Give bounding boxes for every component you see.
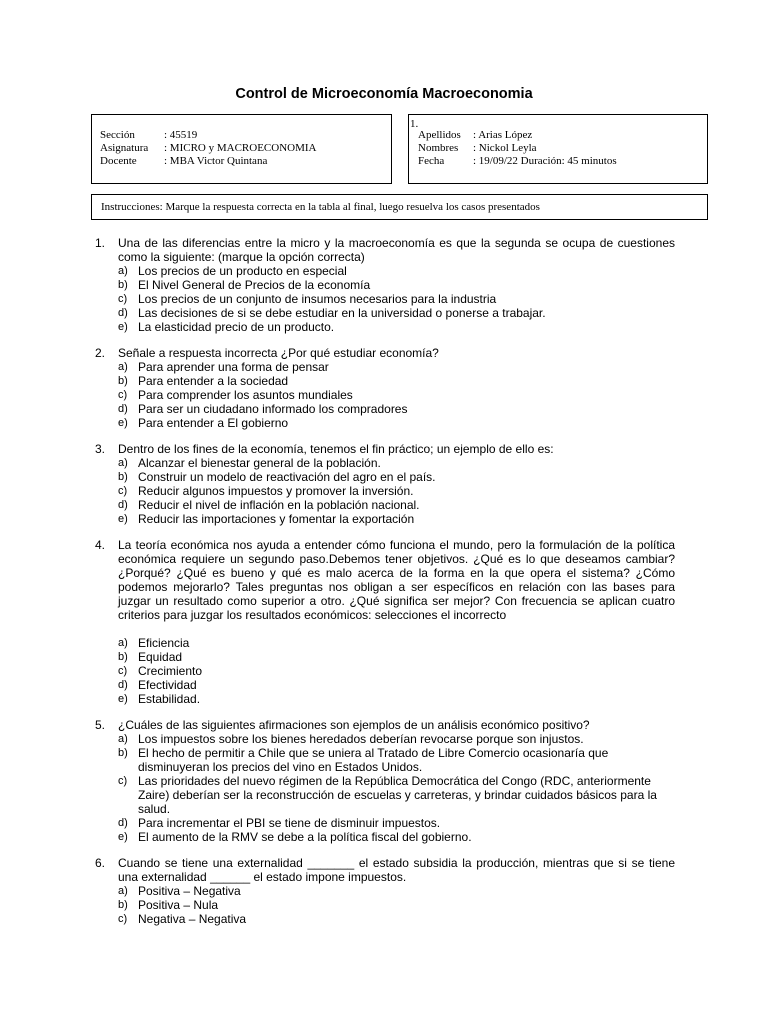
student-info-box: 1. Apellidos : Arias López Nombres : Nickol Leyla Fecha : 19/09/22 Duración: 45 minutos [408,114,708,184]
option-letter: d) [118,679,128,691]
answer-option[interactable] [118,306,675,320]
question [95,538,675,706]
option-text: Efectividad [138,678,197,692]
option-text: El hecho de permitir a Chile que se uniera al Tratado de Libre Comercio ocasionaría que disminuyeran los precios del vino en Estados Unidos. [138,746,609,774]
answer-option[interactable] [118,774,675,816]
answer-option[interactable] [118,360,675,374]
option-letter: b) [118,375,128,387]
option-letter: c) [118,775,128,787]
answer-option[interactable] [118,912,675,926]
option-text: Para aprender una forma de pensar [138,360,329,374]
option-letter: d) [118,817,128,829]
student-number: 1. [410,118,419,130]
option-letter: e) [118,513,128,525]
instructions-box [91,194,708,220]
option-letter: a) [118,885,128,897]
option-text: La elasticidad precio de un producto. [138,320,335,334]
option-text: Para entender a la sociedad [138,374,289,388]
answer-option[interactable] [118,292,675,306]
option-text: Los impuestos sobre los bienes heredados deberían revocarse porque son injustos. [138,732,584,746]
answer-option[interactable] [118,388,675,402]
question-text: Dentro de los fines de la economía, tenemos el fin práctico; un ejemplo de ello es: [118,442,554,456]
option-text: Construir un modelo de reactivación del agro en el país. [138,470,436,484]
question-number: 4. [95,538,106,552]
option-letter: e) [118,321,128,333]
course-info-box: Sección : 45519 Asignatura : MICRO y MACROECONOMIA Docente : MBA Victor Quintana [91,114,392,184]
question-number: 6. [95,856,106,870]
option-text: Reducir el nivel de inflación en la población nacional. [138,498,420,512]
answer-option[interactable] [118,650,675,664]
question-text: Una de las diferencias entre la micro y la macroeconomía es que la segunda se ocupa de cuestiones como la siguiente: (marque la opción correcta) [118,236,675,264]
option-letter: c) [118,485,128,497]
option-letter: e) [118,831,128,843]
question-number: 2. [95,346,106,360]
answer-option[interactable] [118,278,675,292]
question-text: Señale a respuesta incorrecta ¿Por qué estudiar economía? [118,346,439,360]
option-text: Los precios de un conjunto de insumos necesarios para la industria [138,292,497,306]
answer-option[interactable] [118,264,675,278]
option-text: Para comprender los asuntos mundiales [138,388,353,402]
answer-option[interactable] [118,512,675,526]
answer-option[interactable] [118,678,675,692]
answer-option[interactable] [118,402,675,416]
answer-option[interactable] [118,664,675,678]
option-text: Negativa – Negativa [138,912,247,926]
option-text: Para incrementar el PBI se tiene de disminuir impuestos. [138,816,441,830]
option-text: Para ser un ciudadano informado los compradores [138,402,408,416]
answer-option[interactable] [118,636,675,650]
question-text: Cuando se tiene una externalidad _______ el estado subsidia la producción, mientras que si se tiene una externalidad ______ el estado impone impuestos. [118,856,675,884]
option-letter: b) [118,651,128,663]
answer-option[interactable] [118,320,675,334]
answer-option[interactable] [118,746,675,774]
option-letter: a) [118,361,128,373]
question-text: ¿Cuáles de las siguientes afirmaciones son ejemplos de un análisis económico positivo? [118,718,590,732]
option-text: Las decisiones de si se debe estudiar en la universidad o ponerse a trabajar. [138,306,546,320]
answer-option[interactable] [118,732,675,746]
option-text: Reducir algunos impuestos y promover la inversión. [138,484,414,498]
answer-option[interactable] [118,374,675,388]
question [95,442,675,526]
option-letter: b) [118,279,128,291]
option-letter: a) [118,457,128,469]
answer-option[interactable] [118,484,675,498]
questions-list [95,236,675,938]
option-letter: c) [118,293,128,305]
question [95,346,675,430]
answer-option[interactable] [118,884,675,898]
option-letter: a) [118,265,128,277]
option-letter: a) [118,733,128,745]
question-text: La teoría económica nos ayuda a entender cómo funciona el mundo, pero la formulación de la política económica requiere un segundo paso.Debemos tener objetivos. ¿Qué es lo que deseamos cambiar? ¿Porqué? ¿Qué es bueno y qué es malo acerca de la forma en la que opera el sistema? ¿Cómo podemos mejorarlo? Tales preguntas nos obligan a ser específicos en relación con las bases para juzgar un resultado como superior a otro. ¿Qué significa ser mejor? Con frecuencia se aplican cuatro criterios para juzgar los resultados económicos: selecciones el incorrecto [118,538,675,622]
instructions-text: Instrucciones: Marque la respuesta correcta en la tabla al final, luego resuelva los casos presentados [101,201,540,213]
answer-option[interactable] [118,830,675,844]
answer-option[interactable] [118,692,675,706]
question-number: 3. [95,442,106,456]
answer-option[interactable] [118,416,675,430]
option-text: El aumento de la RMV se debe a la política fiscal del gobierno. [138,830,472,844]
question [95,236,675,334]
question-number: 5. [95,718,106,732]
document-title: Control de Microeconomía Macroeconomia [235,86,533,102]
question-number: 1. [95,236,106,250]
option-letter: b) [118,747,128,759]
option-letter: e) [118,693,128,705]
option-letter: b) [118,471,128,483]
option-text: Para entender a El gobierno [138,416,289,430]
option-text: Los precios de un producto en especial [138,264,347,278]
option-letter: d) [118,307,128,319]
option-text: El Nivel General de Precios de la economía [138,278,371,292]
option-text: Positiva – Negativa [138,884,241,898]
question [95,718,675,844]
answer-option[interactable] [118,456,675,470]
option-text: Estabilidad. [138,692,201,706]
answer-option[interactable] [118,816,675,830]
option-text: Alcanzar el bienestar general de la población. [138,456,381,470]
option-text: Positiva – Nula [138,898,219,912]
question [95,856,675,926]
option-text: Reducir las importaciones y fomentar la exportación [138,512,415,526]
option-letter: d) [118,403,128,415]
option-text: Crecimiento [138,664,203,678]
option-text: Eficiencia [138,636,190,650]
option-text: Equidad [138,650,183,664]
answer-option[interactable] [118,470,675,484]
option-text: Las prioridades del nuevo régimen de la República Democrática del Congo (RDC, anteriormente Zaire) deberían ser la reconstrucción de escuelas y carreteras, y brindar cuidados básicos para la salud. [138,774,657,816]
option-letter: c) [118,913,128,925]
answer-option[interactable] [118,898,675,912]
option-letter: c) [118,389,128,401]
option-letter: c) [118,665,128,677]
option-letter: e) [118,417,128,429]
option-letter: a) [118,637,128,649]
answer-option[interactable] [118,498,675,512]
option-letter: d) [118,499,128,511]
option-letter: b) [118,899,128,911]
